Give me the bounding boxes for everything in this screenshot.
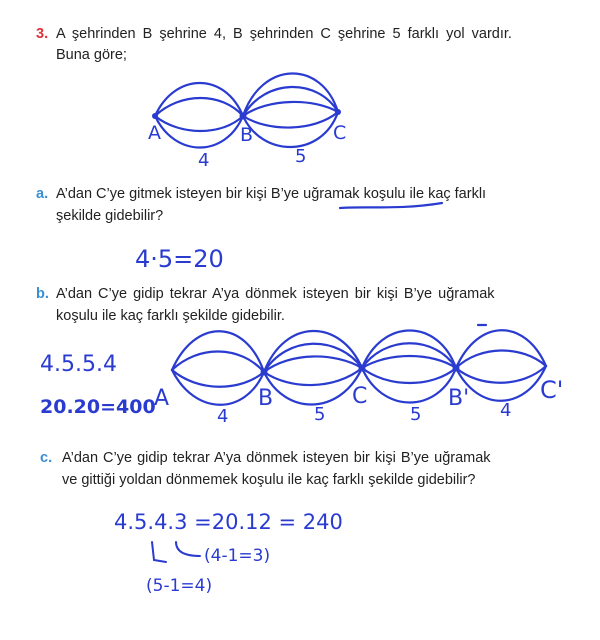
part-a-text-after: ile kaç farklı (405, 186, 487, 202)
diagram2-node-b-prime: B' (448, 386, 470, 411)
question-line-1: A şehrinden B şehrine 4, B şehrinden C şehrine 5 farklı yol vardır. (56, 26, 512, 42)
diagram2-count-3: 5 (410, 404, 422, 425)
part-a-text-underlined: uğramak koşulu (303, 186, 406, 202)
part-b-line-1: A’dan C’ye gidip tekrar A’ya dönmek isteyen bir kişi B’ye uğramak (56, 286, 495, 302)
question-number: 3. (36, 26, 49, 42)
diagram2-node-a: A (154, 386, 170, 411)
arrow-to-note-1 (176, 542, 200, 556)
part-a-letter: a. (36, 186, 49, 202)
part-c-note-2: (5-1=4) (146, 576, 213, 596)
part-a-text-before: A’dan C’ye gitmek isteyen bir kişi B’ye (56, 186, 304, 202)
part-c-line-1: A’dan C’ye gidip tekrar A’ya dönmek isteyen bir kişi B’ye uğramak (62, 450, 491, 466)
part-c-letter: c. (40, 450, 53, 466)
diagram1-node-a: A (148, 122, 161, 144)
part-c-line-2: ve gittiği yoldan dönmemek koşulu ile kaç farklı şekilde gidebilir? (62, 472, 476, 488)
part-b-letter: b. (36, 286, 49, 302)
diagram2-node-c-prime: C' (540, 376, 564, 404)
part-a-line-2: şekilde gidebilir? (56, 208, 164, 224)
diagram1-node-c: C (333, 122, 347, 144)
diagram1-node-b: B (240, 124, 254, 146)
part-a-answer: 4·5=20 (135, 245, 224, 273)
diagram2-count-1: 4 (217, 406, 229, 427)
part-b-line-2: koşulu ile kaç farklı şekilde gidebilir. (56, 308, 285, 324)
diagram2-node-c: C (352, 384, 368, 409)
part-c-answer: 4.5.4.3 =20.12 = 240 (114, 510, 343, 534)
part-b-work-2: 20.20=400 (40, 396, 156, 418)
question-line-2: Buna göre; (56, 47, 127, 63)
part-b-work-1: 4.5.5.4 (40, 352, 117, 377)
diagram1-count-bc: 5 (295, 146, 307, 167)
arrow-to-note-2 (152, 542, 166, 562)
diagram2-count-2: 5 (314, 404, 326, 425)
diagram1-count-ab: 4 (198, 150, 210, 171)
part-c-note-1: (4-1=3) (204, 546, 271, 566)
diagram2-count-4: 4 (500, 400, 512, 421)
diagram2-node-b: B (258, 386, 274, 411)
